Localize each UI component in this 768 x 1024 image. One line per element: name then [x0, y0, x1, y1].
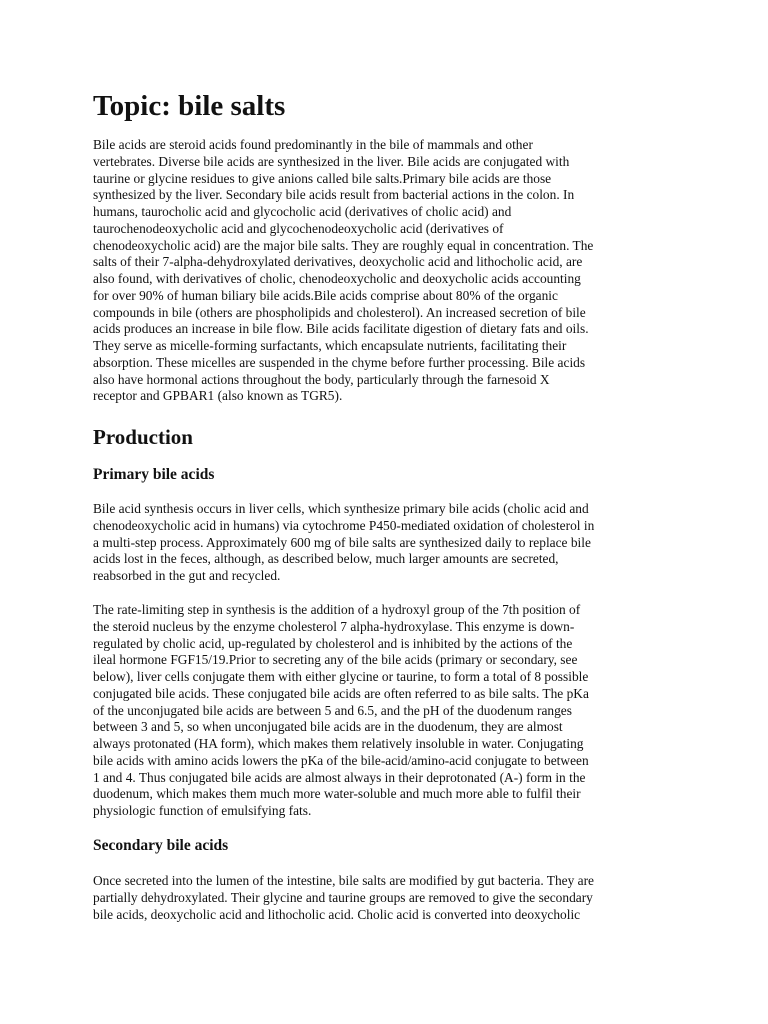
paragraph-line: acids lost in the feces, although, as described below, much larger amounts are secreted, — [93, 551, 559, 567]
paragraph-line: Bile acid synthesis occurs in liver cells, which synthesize primary bile acids (cholic acid and — [93, 501, 589, 516]
paragraph-line: also found, with derivatives of cholic, chenodeoxycholic and deoxycholic acids accounting — [93, 271, 581, 286]
paragraph-line: always protonated (HA form), which makes them relatively insoluble in water. Conjugating — [93, 736, 584, 751]
paragraph-line: for over 90% of human biliary bile acids.Bile acids comprise about 80% of the organic — [93, 287, 558, 303]
paragraph-line: vertebrates. Diverse bile acids are synthesized in the liver. Bile acids are conjugated with — [93, 153, 570, 169]
paragraph-line: The rate-limiting step in synthesis is the addition of a hydroxyl group of the 7th position of — [93, 602, 581, 617]
intro-paragraph — [93, 137, 593, 405]
paragraph-line: below), liver cells conjugate them with either glycine or taurine, to form a total of 8 possible — [93, 669, 589, 684]
paragraph-line: between 3 and 5, so when unconjugated bile acids are in the duodenum, they are almost — [93, 719, 563, 735]
paragraph-line: reabsorbed in the gut and recycled. — [93, 568, 281, 583]
paragraph-line: duodenum, which makes them much more water-soluble and much more able to fulfil their — [93, 786, 581, 802]
paragraph-line: acids produces an increase in bile flow. Bile acids facilitate digestion of dietary fats and oils. — [93, 321, 589, 337]
paragraph-line: partially dehydroxylated. Their glycine and taurine groups are removed to give the secondary — [93, 889, 593, 905]
paragraph-line: taurochenodeoxycholic acid and glycochenodeoxycholic acid (derivatives of — [93, 220, 504, 236]
paragraph-line: compounds in bile (others are phospholipids and cholesterol). An increased secretion of bile — [93, 304, 586, 320]
paragraph-line: 1 and 4. Thus conjugated bile acids are almost always in their deprotonated (A-) form in the — [93, 769, 586, 785]
paragraph-line: receptor and GPBAR1 (also known as TGR5). — [93, 388, 343, 404]
paragraph-line: the steroid nucleus by the enzyme cholesterol 7 alpha-hydroxylase. This enzyme is down- — [93, 618, 575, 634]
secondary-paragraph-1 — [93, 873, 594, 923]
paragraph-line: bile acids, deoxycholic acid and lithocholic acid. Cholic acid is converted into deoxycholic — [93, 906, 581, 922]
subsection-heading-secondary-bile-acids: Secondary bile acids — [93, 837, 229, 854]
paragraph-line: regulated by cholic acid, up-regulated by cholesterol and is inhibited by the actions of the — [93, 635, 573, 651]
paragraph-line: They serve as micelle-forming surfactants, which encapsulate nutrients, facilitating their — [93, 338, 567, 353]
paragraph-line: conjugated bile acids. These conjugated bile acids are often referred to as bile salts. The pKa — [93, 685, 589, 701]
paragraph-line: Once secreted into the lumen of the intestine, bile salts are modified by gut bacteria. They are — [93, 873, 594, 888]
section-heading-production: Production — [93, 425, 193, 449]
paragraph-line: chenodeoxycholic acid) are the major bile salts. They are roughly equal in concentration. The — [93, 237, 594, 253]
primary-paragraph-2 — [93, 602, 589, 820]
paragraph-line: chenodeoxycholic acid in humans) via cytochrome P450-mediated oxidation of cholesterol in — [93, 517, 595, 533]
subsection-heading-primary-bile-acids: Primary bile acids — [93, 466, 215, 483]
paragraph-line: humans, taurocholic acid and glycocholic acid (derivatives of cholic acid) and — [93, 204, 512, 219]
paragraph-line: absorption. These micelles are suspended in the chyme before further processing. Bile acids — [93, 354, 586, 370]
paragraph-line: ileal hormone FGF15/19.Prior to secreting any of the bile acids (primary or secondary, see — [93, 652, 578, 668]
paragraph-line: of the unconjugated bile acids are between 5 and 6.5, and the pH of the duodenum ranges — [93, 702, 572, 718]
paragraph-line: taurine or glycine residues to give anions called bile salts.Primary bile acids are those — [93, 170, 552, 186]
paragraph-line: Bile acids are steroid acids found predominantly in the bile of mammals and other — [93, 137, 533, 152]
paragraph-line: a multi-step process. Approximately 600 mg of bile salts are synthesized daily to replace bile — [93, 534, 591, 550]
page-title: Topic: bile salts — [93, 90, 286, 122]
paragraph-line: physiologic function of emulsifying fats. — [93, 803, 312, 818]
primary-paragraph-1 — [93, 501, 594, 585]
paragraph-line: bile acids with amino acids lowers the pKa of the bile-acid/amino-acid conjugate to between — [93, 752, 589, 768]
paragraph-line: also have hormonal actions throughout the body, particularly through the farnesoid X — [93, 371, 550, 387]
paragraph-line: salts of their 7-alpha-dehydroxylated derivatives, deoxycholic acid and lithocholic acid, are — [93, 254, 583, 270]
paragraph-line: synthesized by the liver. Secondary bile acids result from bacterial actions in the colon. In — [93, 187, 575, 203]
